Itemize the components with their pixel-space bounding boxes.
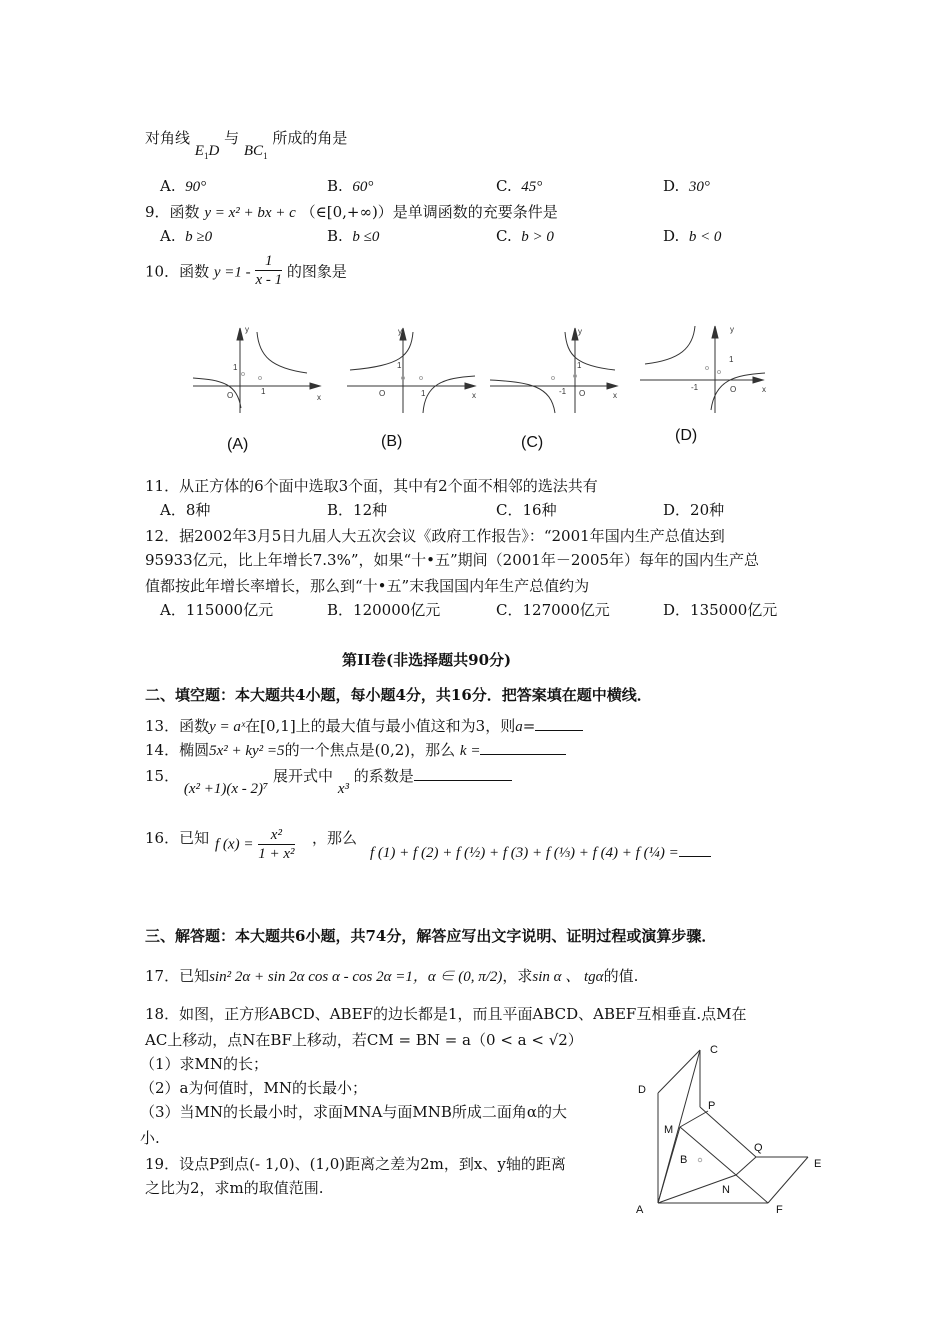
q12-line2: 95933亿元，比上年增长7.3%”，如果“十•五”期间（2001年－2005年）每年的国内生产总 [145,551,760,569]
part3-section-heading: 三、解答题：本大题共6小题，共74分，解答应写出文字说明、证明过程或演算步骤． [145,927,717,945]
q9-option-b: B. b ≤0 [327,227,380,245]
svg-text:P: P [708,1100,716,1112]
q8-stem: 对角线 $E_1D$ 与 $BC_1$ 所成的角是 [145,129,348,161]
svg-text:M: M [664,1124,674,1136]
svg-text:x: x [613,391,617,400]
svg-text:y: y [398,327,402,336]
svg-text:1: 1 [729,355,734,364]
q12-line3: 值都按此年增长率增长，那么到“十•五”末我国国内年生产总值约为 [145,577,590,595]
svg-text:(B): (B) [381,433,403,450]
svg-text:O: O [379,389,386,398]
svg-text:-1: -1 [559,387,567,396]
svg-text:y: y [245,325,249,334]
svg-text:F: F [776,1204,783,1216]
svg-text:D: D [638,1084,646,1096]
q18-part3-cont: 小. [140,1129,160,1147]
q9-option-a: A. b ≥0 [160,227,213,245]
svg-text:1: 1 [233,363,238,372]
svg-text:O: O [730,385,737,394]
q16-formula: f (x) = $\frac{\text{x²}}{\text{1 + x²}}$ [215,827,295,862]
q8-option-d: D. 30° [663,177,710,195]
q17: 17．已知sin² 2α + sin 2α cos α - cos 2α =1，α ∈ (0, π/2)，求sin α 、 tgα的值. [145,967,639,985]
svg-text:C: C [710,1044,718,1056]
q10-stem: 10．函数 y =1 - $\frac{1}{x - 1}$ 的图象是 [145,253,347,288]
q16: 16．已知 [145,829,210,847]
svg-text:(A): (A) [227,436,249,453]
q16-comma: ，那么 [312,829,358,847]
q8-option-c: C. 45° [496,177,543,195]
q19-line1: 19．设点P到点(- 1,0)、(1,0)距离之差为2m，到x、y轴的距离 [145,1155,566,1173]
svg-text:O: O [227,391,234,400]
svg-text:(D): (D) [675,427,698,444]
q19-line2: 之比为2，求m的取值范围. [145,1179,324,1197]
q18-figure [628,1035,838,1220]
svg-text:x: x [317,393,321,402]
svg-text:-1: -1 [691,383,699,392]
svg-text:B: B [680,1154,688,1166]
svg-text:1: 1 [397,361,402,370]
q9-option-d: D. b < 0 [663,227,722,245]
q10-graphs [185,318,785,458]
svg-text:O: O [579,389,586,398]
q18-part2: （2）a为何值时，MN的长最小； [140,1079,367,1097]
q18-part1: （1）求MN的长； [140,1055,269,1073]
q16-answer-blank[interactable] [679,842,711,857]
svg-text:x: x [762,385,766,394]
q9-option-c: C. b > 0 [496,227,554,245]
q13: 13．函数y = aˣ在[0,1]上的最大值与最小值这和为3，则a= [145,716,583,737]
svg-text:Q: Q [754,1142,763,1154]
q11-option-c: C．16种 [496,501,557,519]
svg-text:x: x [472,391,476,400]
svg-text:1: 1 [421,389,426,398]
q12-option-d: D．135000亿元 [663,601,778,619]
q11-stem: 11．从正方体的6个面中选取3个面，其中有2个面不相邻的选法共有 [145,477,598,495]
q9-stem: 9．函数 y = x² + bx + c （∈[0,+∞)）是单调函数的充要条件是 [145,203,558,221]
svg-text:y: y [730,325,734,334]
svg-text:E: E [814,1158,822,1170]
svg-text:N: N [722,1184,730,1196]
q15: 15． (x² +1)(x - 2)⁷ 展开式中 x³ 的系数是 [145,766,512,787]
part2-section-heading: 二、填空题：本大题共4小题，每小题4分，共16分．把答案填在题中横线． [145,686,652,704]
q18-part3: （3）当MN的长最小时，求面MNA与面MNB所成二面角α的大 [140,1103,567,1121]
q8-option-a: A. 90° [160,177,207,195]
q11-option-a: A．8种 [160,501,211,519]
q14-answer-blank[interactable] [480,740,566,755]
q8-option-b: B. 60° [327,177,374,195]
q11-option-b: B．12种 [327,501,388,519]
svg-text:A: A [636,1204,644,1216]
q15-answer-blank[interactable] [414,766,512,781]
q12-option-a: A．115000亿元 [160,601,274,619]
svg-text:(C): (C) [521,434,544,451]
part2-title: 第II卷(非选择题共90分) [342,651,512,669]
q16-sum: f (1) + f (2) + f (½) + f (3) + f (⅓) + f (4) + f (¼) = [370,842,711,863]
svg-text:1: 1 [577,361,582,370]
svg-text:y: y [578,327,582,336]
q11-option-d: D．20种 [663,501,725,519]
svg-text:1: 1 [261,387,266,396]
q14: 14．椭圆5x² + ky² =5的一个焦点是(0,2)，那么 k = [145,740,566,761]
q12-line1: 12．据2002年3月5日九届人大五次会议《政府工作报告》：“2001年国内生产总值达到 [145,527,725,545]
q18-line2: AC上移动，点N在BF上移动，若CM = BN = a（0 < a < √2） [145,1031,583,1049]
q12-option-b: B．120000亿元 [327,601,441,619]
q13-answer-blank[interactable] [535,716,583,731]
q12-option-c: C．127000亿元 [496,601,610,619]
q18-line1: 18．如图，正方形ABCD、ABEF的边长都是1，而且平面ABCD、ABEF互相垂直.点M在 [145,1005,747,1023]
